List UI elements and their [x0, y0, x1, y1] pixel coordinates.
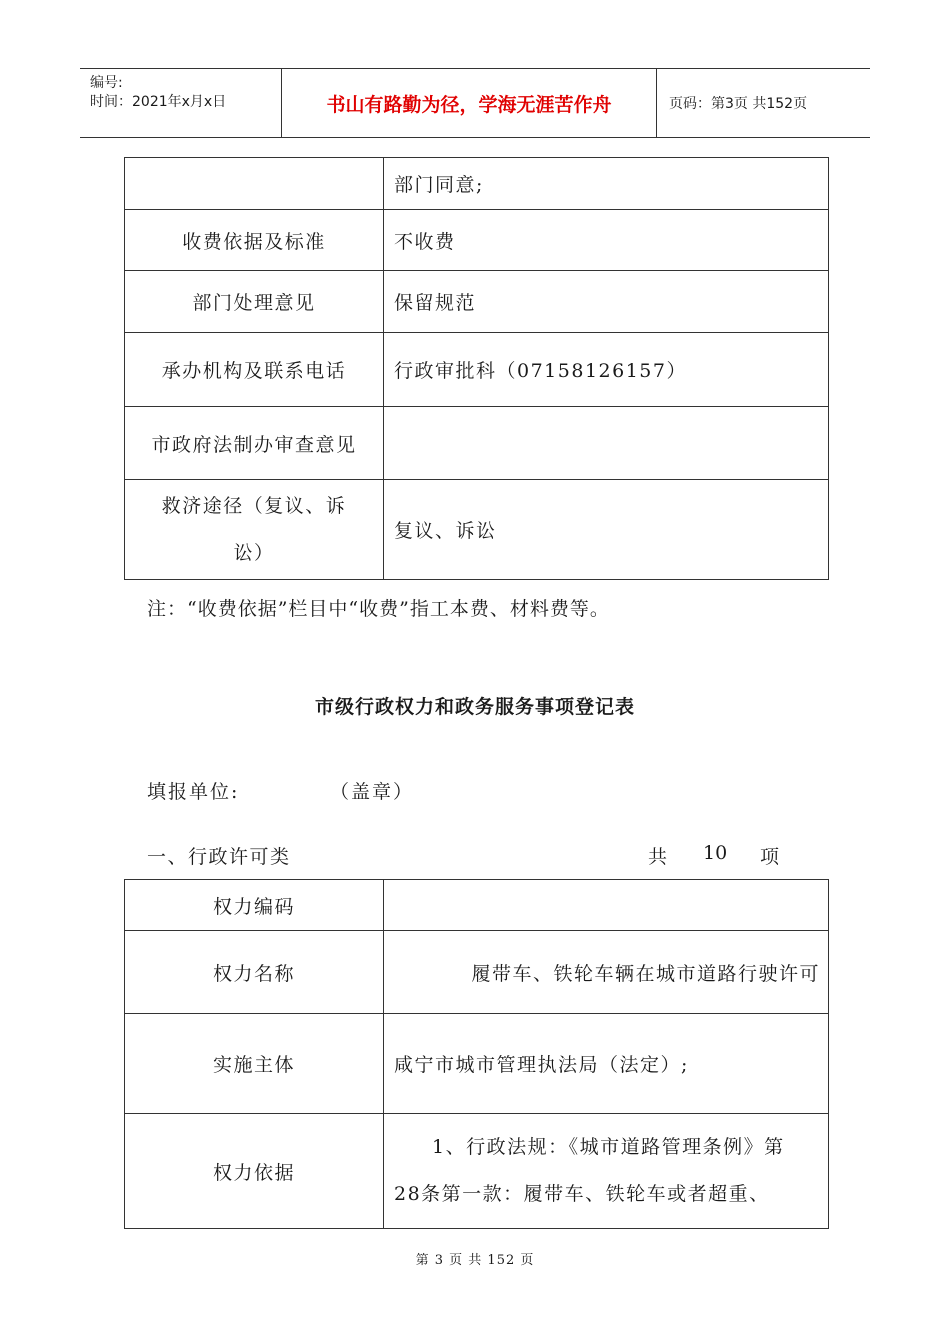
table-row: [125, 880, 829, 931]
page-header: [80, 68, 870, 138]
row-label: 权力编码: [125, 880, 384, 931]
code-label: 编号:: [90, 75, 123, 91]
row-value-line: 28条第一款：履带车、铁轮车或者超重、: [394, 1183, 770, 1205]
row-value: [384, 880, 829, 931]
row-value: 保留规范: [384, 271, 829, 333]
category-count: 10: [703, 842, 728, 864]
table-row: [125, 480, 829, 580]
row-label: 市政府法制办审查意见: [125, 407, 384, 480]
table-row: [125, 1114, 829, 1229]
form-title: 市级行政权力和政务服务事项登记表: [314, 696, 635, 718]
category-total-prefix: 共: [648, 846, 668, 868]
row-label: 权力依据: [125, 1114, 384, 1229]
row-value: 部门同意;: [384, 158, 829, 210]
row-value: 不收费: [384, 210, 829, 271]
registration-table: [124, 879, 829, 1229]
header-meta: [80, 69, 281, 137]
row-label: 收费依据及标准: [125, 210, 384, 271]
row-value: 咸宁市城市管理执法局（法定）;: [384, 1014, 829, 1114]
row-label-line: 讼）: [233, 541, 275, 564]
table-note: 注：“收费依据”栏目中“收费”指工本费、材料费等。: [147, 598, 610, 620]
table-row: [125, 158, 829, 210]
fill-unit-stamp: （盖章）: [330, 781, 415, 803]
page-footer: 第 3 页 共 152 页: [415, 1253, 535, 1268]
row-label: 实施主体: [125, 1014, 384, 1114]
header-page-info: 页码：第3页 共152页: [669, 96, 808, 112]
header-motto: 书山有路勤为径，学海无涯苦作舟: [281, 69, 657, 137]
category-total-suffix: 项: [760, 846, 780, 868]
info-table-continued: [124, 157, 829, 580]
table-row: [125, 931, 829, 1014]
row-label: 权力名称: [125, 931, 384, 1014]
row-label: 承办机构及联系电话: [125, 333, 384, 407]
table-row: [125, 407, 829, 480]
row-value: 行政审批科（07158126157）: [384, 333, 829, 407]
row-value: 履带车、铁轮车辆在城市道路行驶许可: [384, 931, 829, 1014]
table-row: [125, 1014, 829, 1114]
row-label-line: 救济途径（复议、诉: [161, 494, 347, 517]
row-label: [125, 158, 384, 210]
row-label: [125, 480, 384, 580]
row-label: 部门处理意见: [125, 271, 384, 333]
row-value: 复议、诉讼: [384, 480, 829, 580]
table-row: [125, 333, 829, 407]
category-name: 一、行政许可类: [147, 846, 291, 868]
time-label: 时间：2021年x月x日: [90, 94, 227, 110]
row-value: [384, 407, 829, 480]
table-row: [125, 271, 829, 333]
fill-unit-label: 填报单位:: [147, 781, 240, 803]
table-row: [125, 210, 829, 271]
row-value: [384, 1114, 829, 1229]
row-value-line: 1、行政法规：《城市道路管理条例》第: [432, 1136, 785, 1158]
